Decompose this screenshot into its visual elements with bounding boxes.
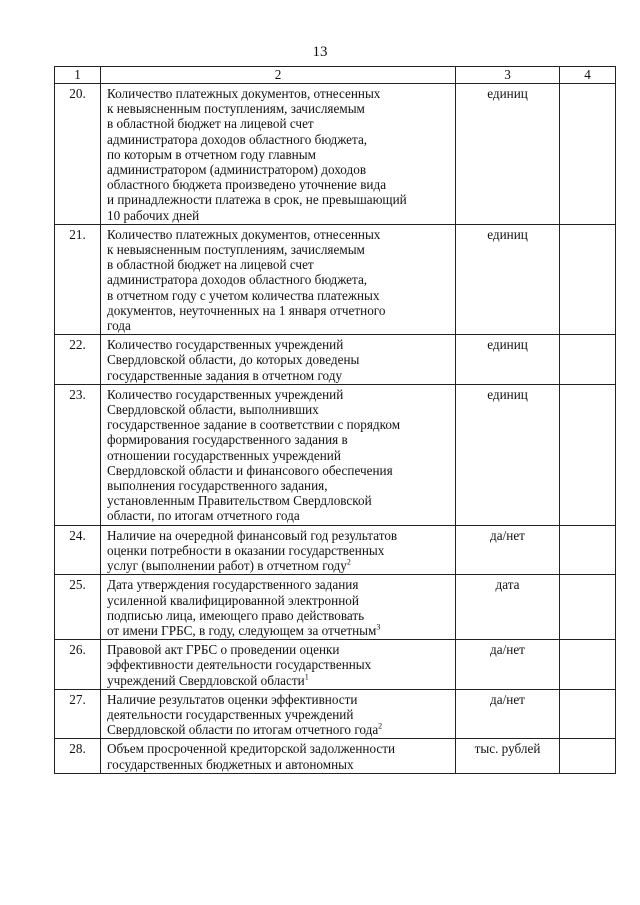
row-number: 24. <box>55 525 101 575</box>
row-unit: единиц <box>456 84 560 225</box>
table-row <box>55 640 616 690</box>
row-value <box>560 84 616 225</box>
table-row <box>55 689 616 739</box>
row-number: 26. <box>55 640 101 690</box>
row-value <box>560 384 616 525</box>
row-number: 28. <box>55 739 101 773</box>
footnote-mark: 2 <box>378 721 383 731</box>
row-unit: да/нет <box>456 689 560 739</box>
row-description <box>101 384 456 525</box>
footnote-mark: 1 <box>304 672 309 682</box>
row-description <box>101 84 456 225</box>
row-text: Дата утверждения государственного задания усиленной квалифицированной электронной подписью лица, имеющего право действовать от имени ГРБС, в году, следующем за отчетным <box>107 577 377 638</box>
row-value <box>560 575 616 640</box>
row-unit: единиц <box>456 224 560 334</box>
row-description <box>101 689 456 739</box>
row-value <box>560 335 616 385</box>
table-row <box>55 335 616 385</box>
row-text: Наличие на очередной финансовый год результатов оценки потребности в оказании государственных услуг (выполнении работ) в отчетном году <box>107 527 398 574</box>
row-unit: да/нет <box>456 525 560 575</box>
footnote-mark: 2 <box>346 557 351 567</box>
row-number: 21. <box>55 224 101 334</box>
row-unit: тыс. рублей <box>456 739 560 773</box>
row-unit: единиц <box>456 335 560 385</box>
row-value <box>560 224 616 334</box>
table-row <box>55 84 616 225</box>
table-row <box>55 384 616 525</box>
row-unit: дата <box>456 575 560 640</box>
row-unit: да/нет <box>456 640 560 690</box>
row-value <box>560 689 616 739</box>
row-text: Объем просроченной кредиторской задолженности государственных бюджетных и автономных <box>107 741 396 772</box>
row-text: Количество государственных учреждений Свердловской области, выполнивших государственное задание в соответствии с порядком формирования государственного задания в отношении государственных учреждений Свердловской области и финансового обеспечения выполнения государственного задания, установленным Правительством Свердловской области, по итогам отчетного года <box>107 386 401 524</box>
row-number: 23. <box>55 384 101 525</box>
row-description <box>101 640 456 690</box>
header-col-1: 1 <box>55 67 101 84</box>
row-description <box>101 739 456 773</box>
table-row <box>55 575 616 640</box>
header-col-4: 4 <box>560 67 616 84</box>
row-number: 25. <box>55 575 101 640</box>
table-row <box>55 224 616 334</box>
table-row <box>55 739 616 773</box>
header-col-2: 2 <box>101 67 456 84</box>
row-value <box>560 640 616 690</box>
footnote-mark: 3 <box>376 622 381 632</box>
row-description <box>101 525 456 575</box>
table-row <box>55 525 616 575</box>
row-text: Количество государственных учреждений Свердловской области, до которых доведены государственные задания в отчетном году <box>107 337 360 383</box>
row-text: Правовой акт ГРБС о проведении оценки эффективности деятельности государственных учреждений Свердловской области <box>107 642 372 688</box>
row-text: Количество платежных документов, отнесенных к невыясненным поступлениям, зачисляемым в областной бюджет на лицевой счет администратора доходов областного бюджета, в отчетном году с учетом количества платежных документов, неуточненных на 1 января отчетного года <box>107 226 386 334</box>
header-col-3: 3 <box>456 67 560 84</box>
row-number: 27. <box>55 689 101 739</box>
row-number: 20. <box>55 84 101 225</box>
row-number: 22. <box>55 335 101 385</box>
table-header-row <box>55 67 616 84</box>
row-text: Количество платежных документов, отнесенных к невыясненным поступлениям, зачисляемым в областной бюджет на лицевой счет администратора доходов областного бюджета, по которым в отчетном году главным администратором (администратором) доходов областного бюджета произведено уточнение вида и принадлежности платежа в срок, не превышающий 10 рабочих дней <box>107 86 407 223</box>
indicator-table <box>54 66 616 774</box>
row-description <box>101 335 456 385</box>
row-value <box>560 739 616 773</box>
row-description <box>101 224 456 334</box>
page-number: 13 <box>312 44 328 60</box>
row-unit: единиц <box>456 384 560 525</box>
row-description <box>101 575 456 640</box>
row-text: Наличие результатов оценки эффективности деятельности государственных учреждений Свердловской области по итогам отчетного года <box>107 691 379 738</box>
row-value <box>560 525 616 575</box>
